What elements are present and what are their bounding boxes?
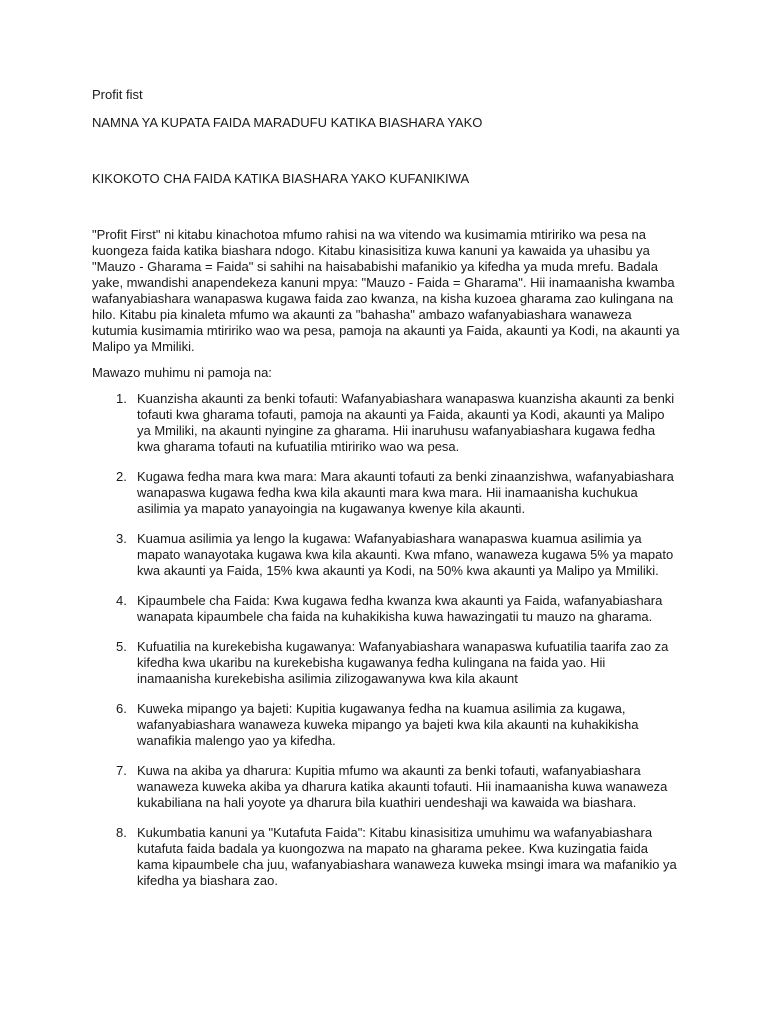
list-item-text: Kuanzisha akaunti za benki tofauti: Wafanyabiashara wanapaswa kuanzisha akaunti za benki tofauti kwa gharama tofauti, pamoja na akaunti ya Faida, akaunti ya Kodi, akaunti ya Malipo ya Mmiliki, na akaunti nyingine za gharama. Hii inaruhusu wafanyabiashara kugawa fedha kwa gharama tofauti na kufuatilia mtiririko wao wa pesa. — [137, 391, 675, 454]
list-item — [92, 469, 680, 517]
document-title: Profit fist — [92, 87, 143, 102]
list-item — [92, 825, 680, 889]
list-item-text: Kipaumbele cha Faida: Kwa kugawa fedha kwanza kwa akaunti ya Faida, wafanyabiashara wanapata kipaumbele cha faida na kuhakikisha kuwa hawazingatii tu mauzo na gharama. — [137, 593, 663, 624]
list-item-number: 5. — [116, 639, 127, 654]
list-item-number: 7. — [116, 763, 127, 778]
list-item-number: 2. — [116, 469, 127, 484]
list-item-number: 8. — [116, 825, 127, 840]
list-item-text: Kuamua asilimia ya lengo la kugawa: Wafanyabiashara wanapaswa kuamua asilimia ya mapato wanayotaka kugawa kwa kila akaunti. Kwa mfano, wanaweza kugawa 5% ya mapato kwa akaunti ya Faida, 15% kwa akaunti ya Kodi, na 50% kwa akaunti ya Malipo ya Mmiliki. — [137, 531, 674, 578]
list-item — [92, 531, 680, 579]
document-body — [92, 87, 680, 903]
key-ideas-list — [92, 391, 680, 889]
list-item — [92, 701, 680, 749]
list-item-text: Kukumbatia kanuni ya "Kutafuta Faida": Kitabu kinasisitiza umuhimu wa wafanyabiashara kutafuta faida badala ya kuongozwa na mapato na gharama pekee. Kwa kuzingatia faida kama kipaumbele cha juu, wafanyabiashara wanaweza kuweka msingi imara wa mafanikio ya kifedha ya biashara zao. — [137, 825, 677, 888]
list-item-text: Kufuatilia na kurekebisha kugawanya: Wafanyabiashara wanapaswa kufuatilia taarifa zao za kifedha kwa ukaribu na kurekebisha kugawanya fedha kulingana na faida yao. Hii inamaanisha kurekebisha asilimia zilizogawanywa kwa kila akaunt — [137, 639, 669, 686]
list-item — [92, 639, 680, 687]
list-item — [92, 391, 680, 455]
list-item-number: 1. — [116, 391, 127, 406]
list-lead: Mawazo muhimu ni pamoja na: — [92, 365, 272, 380]
list-item-number: 6. — [116, 701, 127, 716]
main-heading: NAMNA YA KUPATA FAIDA MARADUFU KATIKA BIASHARA YAKO — [92, 115, 483, 130]
sub-heading: KIKOKOTO CHA FAIDA KATIKA BIASHARA YAKO KUFANIKIWA — [92, 171, 470, 186]
list-item — [92, 593, 680, 625]
intro-paragraph: "Profit First" ni kitabu kinachotoa mfumo rahisi na wa vitendo wa kusimamia mtiririko wa pesa na kuongeza faida katika biashara ndogo. Kitabu kinasisitiza kuwa kanuni ya kawaida ya uhasibu ya "Mauzo - Gharama = Faida" si sahihi na haisababishi mafanikio ya kifedha ya muda mrefu. Badala yake, mwandishi anapendekeza kanuni mpya: "Mauzo - Faida = Gharama". Hii inamaanisha kwamba wafanyabiashara wanapaswa kugawa faida zao kwanza, na kisha kuzoea gharama zao kulingana na hilo. Kitabu pia kinaleta mfumo wa akaunti za "bahasha" ambazo wafanyabiashara wanaweza kutumia kusimamia mtiririko wao wa pesa, pamoja na akaunti ya Faida, akaunti ya Kodi, na akaunti ya Malipo ya Mmiliki. — [92, 227, 680, 354]
list-item-text: Kugawa fedha mara kwa mara: Mara akaunti tofauti za benki zinaanzishwa, wafanyabiashara wanapaswa kugawa fedha kwa kila akaunti mara kwa mara. Hii inamaanisha kuchukua asilimia ya mapato yanayoingia na kugawanya kwenye kila akaunti. — [137, 469, 674, 516]
list-item — [92, 763, 680, 811]
list-item-number: 4. — [116, 593, 127, 608]
list-item-number: 3. — [116, 531, 127, 546]
list-item-text: Kuwa na akiba ya dharura: Kupitia mfumo wa akaunti za benki tofauti, wafanyabiashara wanaweza kuweka akiba ya dharura katika akaunti tofauti. Hii inamaanisha kuwa wanaweza kukabiliana na hali yoyote ya dharura bila kuathiri uendeshaji wa kawaida wa biashara. — [137, 763, 668, 810]
list-item-text: Kuweka mipango ya bajeti: Kupitia kugawanya fedha na kuamua asilimia za kugawa, wafanyabiashara wanaweza kuweka mipango ya bajeti kwa kila akaunti na kuhakikisha wanafikia malengo yao ya kifedha. — [137, 701, 639, 748]
